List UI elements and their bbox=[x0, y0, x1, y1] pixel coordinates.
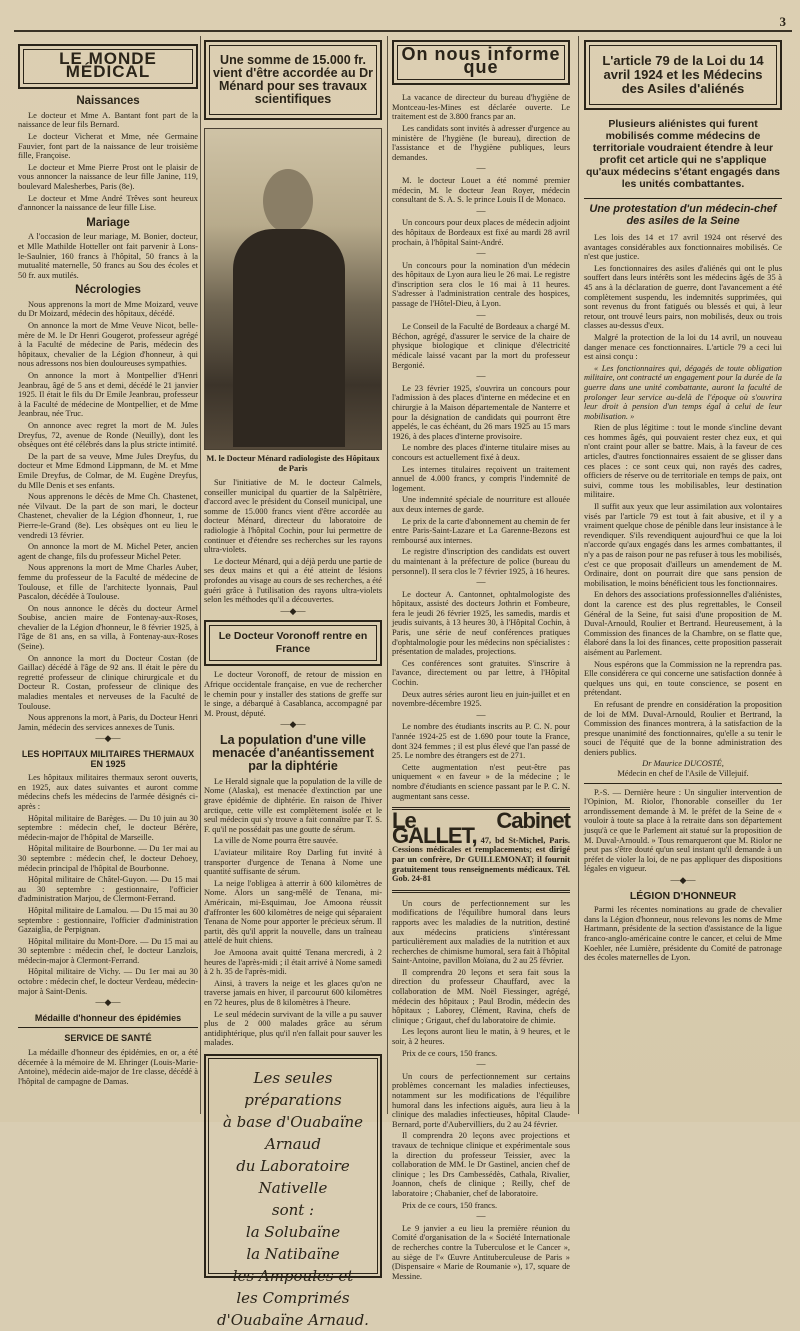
legion-heading: LÉGION D'HONNEUR bbox=[629, 889, 737, 902]
necrologie-item: On annonce la mort à Montpellier d'Henri Jeanbrau, âgé de 5 ans et demi, décédé le 21 janvier 1925. Il était le fils du Dr Emile Jeanbrau, professeur à la Faculté de médecine de Montpellier, et de Mme Jeanbrau, née Truc. bbox=[18, 371, 198, 419]
postscript: P.-S. — Dernière heure : Un singulier intervention de l'Opinion, M. Riolor, l'honorable conseiller du 1er arrondissement demande à M. le préfet de la Seine de « vouloir à toute sa place à la retraite dans son département jusqu'à ce que le Parlement ait statué sur la proposition de M. Duval-Arnould. » Tous remarqueront que M. Riolor ne peut pas s'être douté qu'un seul instant qu'il demande à un préfet de violer la loi, de ne pas appliquer des dispositions légales en vigueur. bbox=[584, 787, 782, 874]
diphterie-paragraph: Ainsi, à travers la neige et les glaces qu'on ne traverse jamais en hiver, il parcourut 600 kilomètres en 72 heures, plus de 8 kilomètres à l'heure. bbox=[204, 978, 382, 1007]
article79-title: L'article 79 de la Loi du 14 avril 1924 et les Médecins des Asiles d'aliénés bbox=[602, 53, 764, 96]
necrologie-item: Nous apprenons le décès de Mme Ch. Chastenet, née Vilvaut. De la part de son mari, le docteur Chastenet, chevalier de la Légion d'honneur, 1, rue Pierre-le-Grand (8e). Les obsèques ont eu lieu le vendredi 13 février. bbox=[18, 492, 198, 540]
necrologie-item: Nous apprenons la mort de Mme Charles Auber, femme du professeur de la Faculté de médecine de Toulouse, et fille de l'architecte lyonnais, Paul Pascalon, décédée à Toulouse. bbox=[18, 563, 198, 602]
informe-item: Le registre d'inscription des candidats est ouvert du maintenant à la préfecture de police (bureau du personnel). Il sera clos le 7 février 1925, à 16 heures. bbox=[392, 547, 570, 576]
portrait-body bbox=[233, 229, 345, 447]
informe-item: La vacance de directeur du bureau d'hygiène de Montceau-les-Mines est déclarée ouverte. Le traitement est de 3.800 francs par an. bbox=[392, 93, 570, 122]
militaires-item: Hôpital militaire de Vichy. — Du 1er mai au 30 octobre : médecin chef, le docteur Verdeau, médecin-major à Saint-Denis. bbox=[18, 967, 198, 996]
diphterie-paragraph: Le Herald signale que la population de la ville de Nome (Alaska), est menacée d'extinction par une grave épidémie de diphtérie. En raison de l'hiver arctique, cette ville est complètement isolée et le seul médecin qui s'y trouve a fait connaître par T. S. F. qu'il ne possédait pas une goutte de sérum. bbox=[204, 776, 382, 834]
militaires-item: Hôpital militaire de Bourbonne. — Du 1er mai au 30 septembre : médecin chef, le docteur Dehoey, médecin principal de l'hôpital de Bourbonne. bbox=[18, 844, 198, 873]
diphterie-paragraph: L'aviateur militaire Roy Darling fut invité à transporter d'urgence de Tenana à Nome une quantité suffisante de sérum. bbox=[204, 848, 382, 877]
necrologie-item: Nous apprenons la mort, à Paris, du Docteur Henri Jamin, médecin des services annexes de Tunis. bbox=[18, 713, 198, 732]
militaires-item: Hôpital militaire de Barèges. — Du 10 juin au 30 septembre : médecin chef, le docteur Bérère, médecin-major de l'hôpital de Marseille. bbox=[18, 813, 198, 842]
necrologie-item: On annonce la mort de M. Michel Peter, ancien agent de change, fils du professeur Michel Peter. bbox=[18, 542, 198, 561]
advert-line: d'Ouabaïne Arnaud. bbox=[217, 1310, 369, 1329]
informe-item: Il comprendra 20 leçons avec projections et travaux de technique clinique et expérimentale sous la direction du professeur Teissier, avec la collaboration de MM. le Dr Gastinel, ancien chef de clinique ; les Drs Cambessédès, Cathala, Rivalier, Joannon, chefs de clinique ; Reilly, chef de laboratoire ; Chabanier, chef de laboratoire. bbox=[392, 1131, 570, 1198]
separator: — bbox=[476, 1059, 486, 1070]
article79-paragraph: Nous espérons que la Commission ne la reprendra pas. Elle considérera ce qui concerne une satisfaction donnée à quelques uns qui, en toute conscience, se posent en prétendant. bbox=[584, 659, 782, 698]
ouabaine-advert-inner bbox=[208, 1058, 378, 1329]
informe-item: Un cours de perfectionnement sur certains problèmes concernant les maladies infectieuses, notamment sur les modifications de l'équilibre humoral dans les infections aiguës, aura lieu à la clinique des maladies infectieuses, hôpital Claude-Bernard, porte d'Aubervilliers, du 2 au 24 février. bbox=[392, 1071, 570, 1129]
article79-paragraph: Les fonctionnaires des asiles d'aliénés qui ont le plus souffert dans leurs intérêts sont les médecins âgés de 35 à 45 ans à la déclaration de guerre, dont l'avancement a été complètement suspendu, les indemnités supprimées, qui sont revenus du front fatigués ou blessés et qui, à leur retour, ont trouvé leurs pairs, non mobilisés, deux ou trois classes au-dessus d'eux. bbox=[584, 263, 782, 331]
informe-item: Prix de ce cours, 150 francs. bbox=[402, 1200, 498, 1210]
protestation-heading: Une protestation d'un médecin-chef des asiles de la Seine bbox=[589, 203, 777, 227]
column-on-nous-informe bbox=[392, 36, 570, 1281]
portrait-face bbox=[263, 169, 313, 233]
necrologie-item: On nous annonce le décès du docteur Armel Soubise, ancien maire de Fontenay-aux-Roses, chevalier de la Légion d'honneur, le 8 février 1925, à l'âge de 81 ans, en sa villa, à Fontenay-aux-Roses (Seine). bbox=[18, 603, 198, 652]
article79-paragraph: En refusant de prendre en considération la proposition de loi de MM. Duval-Arnould, Roulier et Bertrand, la Commission des finances montrera, à la satisfaction de la presque unanimité des fonctionnaires, qu'elle a su tenir le souci de l'équité que de la bonne administration des deniers publics. bbox=[584, 699, 782, 757]
voronoff-header bbox=[204, 620, 382, 666]
informe-item: Deux autres séries auront lieu en juin-juillet et en novembre-décembre 1925. bbox=[392, 689, 570, 709]
column-divider bbox=[578, 36, 579, 1114]
informe-item: Le nombre des places d'interne titulaire mises au concours est actuellement fixé à deux. bbox=[392, 443, 570, 462]
naissance-item: Le docteur Vicherat et Mme, née Germaine Fauvier, font part de la naissance de leur troisième fille, Françoise. bbox=[18, 131, 198, 161]
advert-line: la Solubaïne bbox=[245, 1222, 341, 1241]
column-menard bbox=[204, 36, 382, 1329]
article79-header bbox=[584, 40, 782, 110]
separator: — bbox=[476, 163, 486, 174]
separator: — bbox=[476, 205, 486, 216]
article79-paragraph: En dehors des associations professionnelles d'aliénistes, dont la carence est des plus regrettables, le Conseil Général de la Seine, fut saisi d'une proposition de M. Duval-Arnould, Roulier et Bertrand. Heureusement, à la Commission des finances de la Chambre, on se flatte que, élaboré dans la loi des finances, cette proposition passerait aisément au Parlement. bbox=[584, 590, 782, 657]
naissance-item: Le docteur et Mme Pierre Prost ont le plaisir de vous annoncer la naissance de leur fille Janine, 119, boulevard Malesherbes, Paris (8e). bbox=[18, 162, 198, 191]
article79-paragraph: Les lois des 14 et 17 avril 1924 ont réservé des avantages considérables aux fonctionnaires mobilisés. Ce n'est que justice. bbox=[584, 233, 782, 262]
advert-line: les Comprimés bbox=[236, 1288, 350, 1307]
mariage-heading: Mariage bbox=[86, 216, 130, 229]
informe-header bbox=[392, 40, 570, 85]
column-divider bbox=[387, 36, 388, 1114]
column-article-79 bbox=[584, 36, 782, 1114]
top-rule bbox=[14, 30, 792, 32]
gallet-name: Le Cabinet GALLET, bbox=[392, 808, 570, 848]
gallet-advert bbox=[392, 808, 570, 884]
informe-item: Le 9 janvier a eu lieu la première réunion du Comité d'organisation de la « Société Internationale de recherches contre la Tuberculose et le Cancer », au siège de l'« Œuvre Antituberculeuse de Paris » (Dispensaire « Marie de Roumanie »), 17, square de Messine. bbox=[392, 1223, 570, 1281]
informe-item: Cette augmentation n'est peut-être pas uniquement « en faveur » de la médecine ; le nombre d'étudiants en science passant par le P. C. N. augmentant sans cesse. bbox=[392, 762, 570, 801]
article79-paragraph: Malgré la protection de la loi du 14 avril, un nouveau danger menace ces fonctionnaires. L'article 79 a ceci lui est ainsi conçu : bbox=[584, 332, 782, 362]
informe-item: Les leçons auront lieu le matin, à 9 heures, et le soir, à 2 heures. bbox=[392, 1027, 570, 1047]
monde-medical-title: LE MONDE MÉDICAL bbox=[59, 49, 157, 81]
diphterie-paragraph: La ville de Nome pourra être sauvée. bbox=[214, 836, 338, 846]
diphterie-paragraph: La neige l'obligea à atterrir à 600 kilomètres de Nome. Alors un sang-mêlé de Tenana, mi-Américain, mi-Esquimau, Joe Amoona réussit d'affronter les 600 kilomètres de neige qui séparaient Tenana de Nome pour apporter le précieux sérum. Il partit, dès qu'il apprit la nouvelle, dans un traîneau attelé de huit chiens. bbox=[204, 878, 382, 946]
signature-role: Médecin en chef de l'Asile de Villejuif. bbox=[617, 769, 749, 779]
article79-paragraph: Il suffit aux yeux que leur assimilation aux volontaires visés par l'article 79 est tout à fait abusive, et il y a vraiment quelque chose de pénible dans leur insistance à le revendiquer. S'ils revendiquent aujourd'hui ce que la loi n'accorde qu'aux engagés dans les armes combattantes, il n'y a pas de raison pour ne pas refuser à tous les mobilisés, c'est ce que proposait d'ailleurs un amendement de M. Ordinaire, dont on pourrait dire que sans pension de mobilisation, le moins bénéficient tous les fonctionnaires. bbox=[584, 502, 782, 588]
separator: — bbox=[476, 371, 486, 382]
monde-medical-header bbox=[18, 44, 198, 89]
menard-title: Une somme de 15.000 fr. vient d'être accordée au Dr Ménard pour ses travaux scientifiques bbox=[213, 53, 373, 106]
column-divider bbox=[200, 36, 201, 1114]
menard-header bbox=[204, 40, 382, 120]
double-rule bbox=[392, 890, 570, 893]
portrait-photo bbox=[204, 128, 382, 450]
advert-line: du Laboratoire Nativelle bbox=[236, 1156, 350, 1197]
necrologies-heading: Nécrologies bbox=[75, 284, 141, 297]
separator: —◆— bbox=[280, 605, 306, 616]
diphterie-paragraph: Le seul médecin survivant de la ville a pu sauver plus de 2 000 malades grâce au sérum antidiphtérique, plus qu'il n'en fallait pour sauver les malades. bbox=[204, 1009, 382, 1048]
informe-item: Un concours pour deux places de médecin adjoint des hôpitaux de Bordeaux est fixé au mardi 28 avril prochain, à l'hôpital Saint-André. bbox=[392, 218, 570, 247]
separator: — bbox=[476, 1211, 486, 1222]
page-number: 3 bbox=[779, 14, 786, 29]
militaires-item: Hôpital militaire de Châtel-Guyon. — Du 15 mai au 30 septembre : gestionnaire, l'officier d'administration Marjou, de Clermont-Ferrand. bbox=[18, 875, 198, 904]
informe-item: Une indemnité spéciale de nourriture est allouée aux deux internes de garde. bbox=[392, 495, 570, 514]
mariage-item: A l'occasion de leur mariage, M. Bonier, docteur, et Mlle Mathilde Hotteller ont fait parvenir à Lons-le-Saulnier, 160 francs à l'hôpital, 50 francs à la mutualité maternelle, 50 francs au Sou des écoles et 50 fr. aux mutilés. bbox=[18, 232, 198, 280]
signature: Dr Maurice DUCOSTÉ, bbox=[642, 759, 724, 769]
informe-item: Prix de ce cours, 150 francs. bbox=[402, 1048, 498, 1058]
necrologie-item: On annonce la mort du Docteur Costan (de Gaillac) décédé à l'âge de 92 ans. Il était le père du regretté professeur de clinique chirurgicale et du Docteur R. Costan, professeur de clinique des maladies mentales et nerveuses de la Faculté de Toulouse. bbox=[18, 653, 198, 711]
column-monde-medical bbox=[18, 36, 198, 1114]
informe-item: Le docteur A. Cantonnet, ophtalmologiste des hôpitaux, assisté des docteurs Jothrin et Fombeure, fera le jeudi 26 février 1925, les samedis, mardis et jeudis suivants, à 13 heures 30, à l'Hôpital Cochin, à Paris, une série de neuf conférences pratiques d'ophtalmologie pour les médecins non spécialistes : présentation de malades, projections. bbox=[392, 589, 570, 657]
voronoff-paragraph: Le docteur Voronoff, de retour de mission en Afrique occidentale française, en vue de rechercher le chemin pour y installer des stations de greffe sur le singe, a débarqué à Casablanca, accompagné par M. Proust, député. bbox=[204, 670, 382, 718]
advert-line: les Ampoules et bbox=[232, 1266, 354, 1285]
menard-paragraph: Le docteur Ménard, qui a déjà perdu une partie de ses deux mains et qui a été atteint de lésions profondes au visage au cours de ses recherches, a été guéri grâce à l'utilisation des rayons ultra-violets selon les méthodes qu'il a découvertes. bbox=[204, 556, 382, 605]
militaires-item: Hôpital militaire du Mont-Dore. — Du 15 mai au 30 septembre : médecin chef, le docteur Lanzlois, médecin-major à Clermont-Ferrand. bbox=[18, 936, 198, 965]
advert-line: sont : bbox=[271, 1200, 315, 1219]
separator: —◆— bbox=[95, 733, 121, 744]
separator: —◆— bbox=[280, 719, 306, 730]
informe-item: Ces conférences sont gratuites. S'inscrire à l'avance, directement ou par lettre, à l'Hôpital Cochin. bbox=[392, 658, 570, 688]
voronoff-title: Le Docteur Voronoff rentre en France bbox=[218, 630, 368, 656]
informe-title: On nous informe que bbox=[401, 44, 561, 77]
advert-line: Les seules préparations bbox=[244, 1068, 342, 1109]
diphterie-paragraph: Joe Amoona avait quitté Tenana mercredi, à 2 heures de l'après-midi ; il était arrivé à Nome samedi à 2 h. 35 de l'après-midi. bbox=[204, 947, 382, 977]
informe-item: Les candidats sont invités à adresser d'urgence au ministère de l'hygiène (le bureau), direction de l'assistance et de l'hygiène publiques, leurs demandes. bbox=[392, 123, 570, 162]
naissance-item: Le docteur et Mme André Trêves sont heureux d'annoncer la naissance de leur fille Lise. bbox=[18, 193, 198, 213]
advert-line: la Natibaïne bbox=[246, 1244, 340, 1263]
informe-item: Le prix de la carte d'abonnement au chemin de fer entre Paris-Saint-Lazare et La Garenne-Bezons est remboursé aux internes. bbox=[392, 516, 570, 545]
necrologie-item: On annonce avec regret la mort de M. Jules Dreyfus, 72, avenue de Ronde (Neuilly), dont les obsèques ont été célébrés dans la plus stricte intimité. bbox=[18, 421, 198, 450]
naissances-heading: Naissances bbox=[76, 95, 140, 108]
rule bbox=[584, 783, 782, 784]
informe-item: Les internes titulaires reçoivent un traitement annuel de 4.000 francs, y compris l'indemnité de logement. bbox=[392, 464, 570, 493]
necrologie-item: Nous apprenons la mort de Mme Moizard, veuve du Dr Moizard, médecin des hôpitaux, décédé. bbox=[18, 299, 198, 319]
legion-paragraph: Parmi les récentes nominations au grade de chevalier dans la Légion d'honneur, nous relevons les noms de Mme Hartmann, présidente de la section d'assistance de la ligue franco-anglo-américaine contre le cancer, et celui de Mme Koehler, née Lumière, présidente du Comité de patronage des écoles maternelles de Lyon. bbox=[584, 905, 782, 963]
necrologie-item: De la part de sa veuve, Mme Jules Dreyfus, du docteur et Mme Edmond Lippmann, de M. et Mme Emile Dreyfus, de Colmar, de M. Eugène Dreyfus, du Mlle Denis et ses enfants. bbox=[18, 451, 198, 490]
informe-item: Le 23 février 1925, s'ouvrira un concours pour l'admission à des places d'interne en médecine et en chirurgie à la Maison départementale de Nanterre et pour la désignation de candidats qui pourront être appelés, le cas échéant, du 26 mars 1925 au 15 mars 1926, à des places d'interne provisoire. bbox=[392, 383, 570, 441]
rule bbox=[18, 1027, 198, 1028]
service-sante-heading: SERVICE DE SANTÉ bbox=[64, 1033, 152, 1044]
informe-item: Un concours pour la nomination d'un médecin des hôpitaux de Lyon aura lieu le 26 mai. Le registre d'inscription sera clos le 16 mai à 11 heures. S'adresser à l'administration centrale des hospices, passage de l'Hôtel-Dieu, à Lyon. bbox=[392, 260, 570, 309]
sante-item: La médaille d'honneur des épidémies, en or, a été décernée à la mémoire de M. Ehringer (Louis-Marie-Antoine), médecin aide-major de 1re classe, décédé à l'hôpital de campagne de Damas. bbox=[18, 1048, 198, 1086]
article79-lead: Plusieurs aliénistes qui furent mobilisés comme médecins de territoriale voudraient étendre à leur profit cet article qui ne s'applique qu'aux médecins s'étant engagés dans les unités combattantes. bbox=[585, 118, 781, 190]
separator: — bbox=[476, 309, 486, 320]
informe-item: Le nombre des étudiants inscrits au P. C. N. pour l'année 1924-25 est de 1.690 pour toute la France, dont 324 femmes ; il est plus élevé que l'an passé de 25. Le nombre des étrangers est de 271. bbox=[392, 722, 570, 761]
ouabaine-advert bbox=[204, 1054, 382, 1329]
informe-item: Le Conseil de la Faculté de Bordeaux a chargé M. Béchon, agrégé, d'assurer le service de la chaire de physique biologique et clinique d'électricité médicale laissé vacant par la mort du professeur Bergonié. bbox=[392, 322, 570, 370]
separator: — bbox=[476, 577, 486, 588]
hopitaux-militaires-heading: LES HOPITAUX MILITAIRES THERMAUX EN 1925 bbox=[21, 749, 195, 769]
diphterie-title: La population d'une ville menacée d'anéantissement par la diphtérie bbox=[211, 732, 375, 773]
separator: — bbox=[476, 248, 486, 259]
menard-paragraph: Sur l'initiative de M. le docteur Calmels, conseiller municipal du quartier de la Salpêtrière, d'accord avec le président du Conseil municipal, une somme de 15.000 francs vient d'être accordée au docteur Ménard, directeur du laboratoire de radiologie à l'hôpital Cochin, pour lui permettre de continuer et d'étendre ses recherches sur les rayons ultra-violets. bbox=[204, 478, 382, 555]
militaires-item: Hôpital militaire de Lamalou. — Du 15 mai au 30 septembre : gestionnaire, l'officier d'administration Gazaiglia, de Perpignan. bbox=[18, 905, 198, 935]
photo-caption: M. le Docteur Ménard radiologiste des Hôpitaux de Paris bbox=[206, 454, 380, 473]
militaires-item: Les hôpitaux militaires thermaux seront ouverts, en 1925, aux dates suivantes et auront comme médecins chefs les médecins de l'armée désignés ci-après : bbox=[18, 773, 198, 811]
separator: —◆— bbox=[95, 997, 121, 1008]
article79-paragraph: Rien de plus légitime : tout le monde s'incline devant ces hommes âgés, qui pouvaient rester chez eux, et qui n'ont craint pour aller se battre. Mais, à la faveur de ces articles, d'autres fonctionnaires essaient de se glisser dans ces places : ce sont ceux qui, non rayés des cadres, officiers de réserve ou de territoriale en temps de paix, ont suivi, comme tous les mobilisables, leur destination militaire. bbox=[584, 423, 782, 500]
separator: — bbox=[476, 709, 486, 720]
naissance-item: Le docteur et Mme A. Bantant font part de la naissance de leur fils Bernard. bbox=[18, 110, 198, 130]
medaille-heading: Médaille d'honneur des épidémies bbox=[34, 1012, 182, 1023]
informe-item: M. le docteur Louet a été nommé premier médecin, M. le docteur Jean Royer, médecin consultant de S. A. S. le prince Louis II de Monaco. bbox=[392, 175, 570, 205]
advert-line: à base d'Ouabaïne Arnaud bbox=[222, 1112, 364, 1153]
gallet-text: 47, bd St-Michel, Paris. Cessions médicales et remplacements; est dirigé par un confrère, Dr GUILLEMONAT; il fournit gratuitement tous renseignements médicaux. Tél. Gob. 24-81 bbox=[392, 835, 570, 884]
necrologie-item: On annonce la mort de Mme Veuve Nicot, belle-mère de M. le Dr Henri Gougerot, professeur agrégé à la Faculté de médecine de Paris, médecin des hôpitaux, chevalier de la Légion d'honneur, à qui nous adressons nos bien douloureuses sympathies. bbox=[18, 321, 198, 369]
informe-item: Un cours de perfectionnement sur les modifications de l'équilibre humoral dans leurs rapports avec les maladies de la nutrition, destiné aux médecins praticiens s'intéressant particulièrement aux maladies de la nutrition et aux recherches de chimisme humoral, sera fait à l'hôpital Saint-Antoine, pavillon Moïana, du 2 au 25 février. bbox=[392, 898, 570, 966]
separator: —◆— bbox=[670, 875, 696, 885]
informe-item: Il comprendra 20 leçons et sera fait sous la direction du professeur Chauffard, avec la collaboration de MM. Noël Fiessinger, agrégé, médecin des hôpitaux ; Paul Brodin, médecin des hôpitaux ; Laborey, Clément, Ravina, chefs de clinique ; Grigaut, chef du laboratoire de chimie. bbox=[392, 967, 570, 1025]
rule bbox=[584, 198, 782, 199]
article79-quote: « Les fonctionnaires qui, dégagés de toute obligation militaire, ont contracté un engagement pour la durée de la guerre dans une unité combattante, auront la faculté de prolonger leur service au-delà de l'époque où s'ouvrira leur droit à pension d'un temps égal à celui de leur mobilisation. » bbox=[584, 363, 782, 421]
